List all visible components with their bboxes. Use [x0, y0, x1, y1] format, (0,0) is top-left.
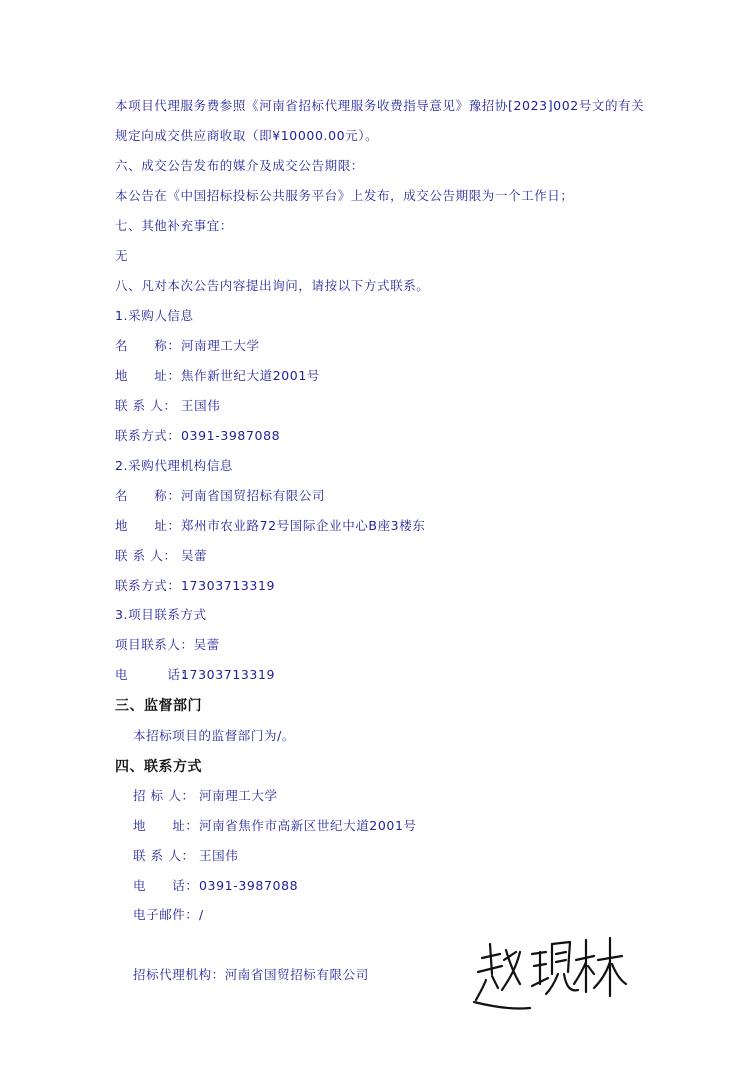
agency-address: 郑州市农业路72号国际企业中心B座3楼东 [181, 518, 426, 533]
purchaser-phone-label: 联系方式： [115, 428, 181, 443]
purchaser-name-row [115, 338, 260, 354]
project-phone: 17303713319 [181, 667, 276, 682]
purchaser-address-row [115, 368, 320, 384]
section-3-heading: 三、监督部门 [115, 698, 202, 714]
project-phone-row [115, 667, 275, 683]
agency-address-label: 地 址： [115, 518, 181, 533]
project-contact-label: 项目联系人： [115, 637, 194, 652]
agency-phone-row [115, 578, 275, 594]
agency-address-row [115, 518, 425, 534]
tenderer-phone: 0391-3987088 [199, 878, 299, 893]
purchaser-contact: 王国伟 [181, 398, 221, 413]
bidding-agency-label: 招标代理机构： [133, 967, 225, 982]
fee-text-line-1: 本项目代理服务费参照《河南省招标代理服务收费指导意见》豫招协[2023]002号文的有关 [115, 98, 645, 113]
purchaser-phone-row [115, 428, 280, 444]
tenderer-phone-label: 电 话： [133, 878, 199, 893]
tenderer-address-row [133, 818, 417, 834]
purchaser-address: 焦作新世纪大道2001号 [181, 368, 321, 383]
tenderer-address: 河南省焦作市高新区世纪大道2001号 [199, 818, 417, 833]
agency-info-title: 2.采购代理机构信息 [115, 458, 233, 473]
purchaser-contact-row [115, 398, 220, 414]
supervision-text: 本招标项目的监督部门为/。 [133, 728, 296, 743]
section-4-heading: 四、联系方式 [115, 759, 202, 775]
agency-contact-row [115, 548, 207, 564]
purchaser-address-label: 地 址： [115, 368, 181, 383]
purchaser-name: 河南理工大学 [181, 338, 260, 353]
bidding-agency-name: 河南省国贸招标有限公司 [224, 967, 369, 982]
project-phone-label: 电 话： [115, 667, 194, 682]
tenderer-name: 河南理工大学 [199, 788, 278, 803]
tenderer-contact: 王国伟 [199, 848, 239, 863]
purchaser-info-title: 1.采购人信息 [115, 308, 194, 323]
agency-phone-label: 联系方式： [115, 578, 181, 593]
project-contact: 吴蕾 [193, 637, 220, 652]
tenderer-row [133, 788, 278, 804]
section-8-title: 八、凡对本次公告内容提出询问，请按以下方式联系。 [115, 278, 430, 293]
agency-name-row [115, 488, 325, 504]
project-contact-row [115, 637, 220, 653]
purchaser-contact-label: 联 系 人： [115, 398, 177, 413]
publication-text: 本公告在《中国招标投标公共服务平台》上发布，成交公告期限为一个工作日； [115, 188, 574, 203]
tenderer-email: / [199, 907, 204, 922]
agency-name: 河南省国贸招标有限公司 [181, 488, 326, 503]
agency-name-label: 名 称： [115, 488, 181, 503]
tenderer-email-row [133, 907, 204, 923]
agency-contact-label: 联 系 人： [115, 548, 177, 563]
tenderer-email-label: 电子邮件： [133, 907, 199, 922]
project-contact-title: 3.项目联系方式 [115, 607, 207, 622]
bidding-agency-row [133, 967, 369, 983]
agency-phone: 17303713319 [181, 578, 276, 593]
fee-text-line-2: 规定向成交供应商收取（即¥10000.00元）。 [115, 128, 379, 143]
section-6-title: 六、成交公告发布的媒介及成交公告期限： [115, 158, 364, 173]
tenderer-label: 招 标 人： [133, 788, 195, 803]
handwritten-signature [470, 930, 630, 1020]
section-7-title: 七、其他补充事宜： [115, 218, 233, 233]
tenderer-contact-label: 联 系 人： [133, 848, 195, 863]
tenderer-contact-row [133, 848, 238, 864]
tenderer-address-label: 地 址： [133, 818, 199, 833]
tenderer-phone-row [133, 878, 298, 894]
purchaser-phone: 0391-3987088 [181, 428, 281, 443]
purchaser-name-label: 名 称： [115, 338, 181, 353]
section-7-content: 无 [115, 248, 129, 263]
agency-contact: 吴蕾 [181, 548, 208, 563]
